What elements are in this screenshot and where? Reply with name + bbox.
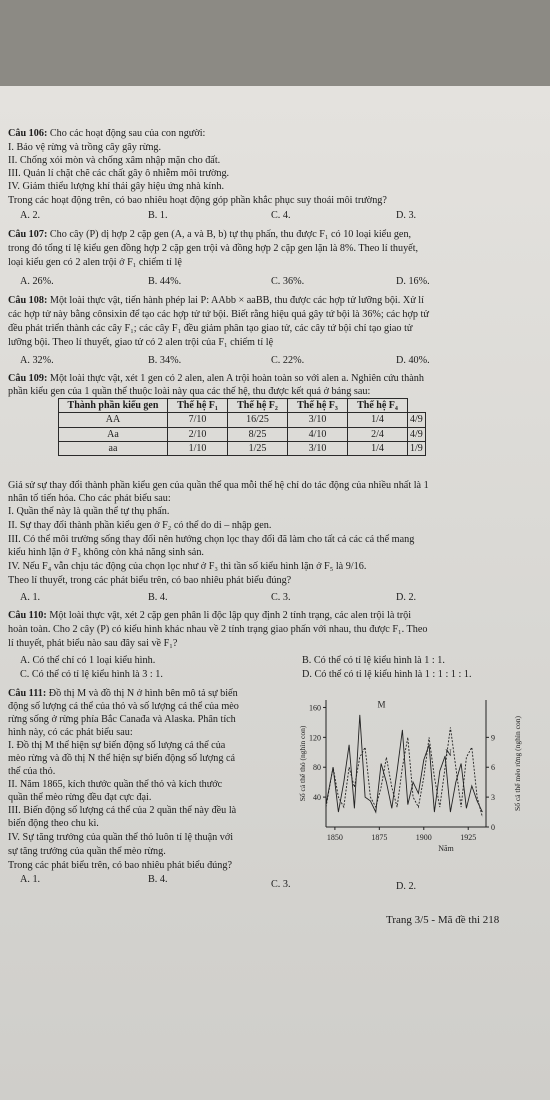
q106-question: Trong các hoạt động trên, có bao nhiêu hoạt động góp phần khắc phục suy thoái môi trường? — [8, 195, 387, 206]
genotype-table-header-row — [59, 399, 426, 413]
y-left-tick-label: 40 — [313, 793, 321, 803]
x-tick-label: 1925 — [460, 833, 477, 842]
y-right-axis-label: Số cá thể mèo rừng (nghìn con) — [513, 716, 522, 811]
table-cell: 4/10 — [288, 427, 348, 441]
q109-option-a[interactable]: A. 1. — [20, 592, 41, 603]
q108-option-c[interactable]: C. 22%. — [271, 355, 305, 366]
x-tick-label: 1900 — [415, 833, 432, 842]
q106-prompt — [8, 127, 205, 140]
table-cell: 1/25 — [228, 441, 288, 455]
q111-option-b[interactable]: B. 4. — [148, 874, 168, 885]
genotype-table-header: Thế hệ F₄ — [348, 399, 408, 413]
q110-title: Câu 110: — [8, 610, 47, 621]
population-chart — [296, 692, 526, 862]
q110-line-2: hoàn toàn. Cho 2 cây (P) có kiểu hình khác nhau về 2 tính trạng giao phấn với nhau, thu được F₁. Theo — [8, 624, 428, 635]
q109-statement-1: I. Quần thể này là quần thể tự thụ phấn. — [8, 506, 170, 517]
x-axis-label: Năm — [438, 844, 454, 853]
table-cell: 1/4 — [348, 413, 408, 427]
q108-text-1: Một loài thực vật, tiến hành phép lai P: AAbb × aaBB, thu được các hợp tử lưỡng bội. Xử lí — [49, 295, 424, 306]
y-right-tick-label: 3 — [491, 793, 495, 803]
q106-item-3: III. Quản lí chặt chẽ các chất gây ô nhiễm môi trường. — [8, 168, 230, 179]
table-cell: 4/9 — [408, 427, 426, 441]
genotype-table-header: Thế hệ F₁ — [168, 399, 228, 413]
table-cell: 4/9 — [408, 413, 426, 427]
q107-text-1: Cho cây (P) dị hợp 2 cặp gen (A, a và B, b) tự thụ phấn, thu được F₁ có 10 loại kiểu gen, — [49, 229, 412, 240]
q111-option-d[interactable]: D. 2. — [396, 881, 417, 892]
q107-title: Câu 107: — [8, 229, 48, 240]
q110-line-3: lí thuyết, phát biểu nào sau đây sai về F₁? — [8, 638, 178, 649]
q107-option-b[interactable]: B. 44%. — [148, 276, 182, 287]
table-cell: 1/4 — [348, 441, 408, 455]
q111-line-4: hình này, có các phát biểu sau: — [8, 727, 133, 738]
y-left-tick-label: 80 — [313, 763, 321, 773]
q111-option-c[interactable]: C. 3. — [271, 879, 291, 890]
q108-title: Câu 108: — [8, 295, 48, 306]
table-cell: AA — [59, 413, 168, 427]
q106-item-2: II. Chống xói mòn và chống xâm nhập mặn cho đất. — [8, 155, 221, 166]
table-row — [59, 427, 426, 441]
table-cell: aa — [59, 441, 168, 455]
q106-title: Câu 106: — [8, 128, 48, 139]
page-footer: Trang 3/5 - Mã đề thi 218 — [386, 914, 500, 926]
table-cell: 3/10 — [288, 413, 348, 427]
y-right-tick-label: 6 — [491, 763, 495, 773]
q109-question: Theo lí thuyết, trong các phát biểu trên, có bao nhiêu phát biểu đúng? — [8, 575, 292, 586]
table-cell: 16/25 — [228, 413, 288, 427]
q111-statement-3: III. Biến động số lượng cá thể của 2 quần thể này đều là — [8, 805, 237, 816]
q106-option-b[interactable]: B. 1. — [148, 210, 168, 221]
q107-line-1 — [8, 228, 411, 241]
y-left-tick-label: 120 — [309, 733, 321, 743]
q106-prompt-text: Cho các hoạt động sau của con người: — [49, 128, 206, 139]
q107-option-a[interactable]: A. 26%. — [20, 276, 54, 287]
q109-option-b[interactable]: B. 4. — [148, 592, 168, 603]
q109-statement-2: II. Sự thay đổi thành phần kiểu gen ở F₂ có thể do di – nhập gen. — [8, 520, 272, 531]
q110-text-1: Một loài thực vật, xét 2 cặp gen phân li độc lập quy định 2 tính trạng, các alen trội là trội — [49, 610, 412, 621]
q111-text-1: Đồ thị M và đồ thị N ở hình bên mô tả sự biến — [48, 688, 238, 699]
q106-option-d[interactable]: D. 3. — [396, 210, 417, 221]
q109-after-2: nhân tố tiến hóa. Cho các phát biểu sau: — [8, 493, 171, 504]
q111-question: Trong các phát biểu trên, có bao nhiêu phát biểu đúng? — [8, 860, 232, 871]
table-cell: Aa — [59, 427, 168, 441]
series-n-label: N — [445, 748, 452, 759]
q108-option-a[interactable]: A. 32%. — [20, 355, 54, 366]
q109-line-1 — [8, 372, 424, 385]
x-tick-label: 1875 — [371, 833, 388, 842]
q111-line-2: động số lượng cá thể của thỏ và số lượng cá thể của mèo — [8, 701, 239, 712]
q109-statement-3: III. Có thể môi trường sống thay đổi nên hướng chọn lọc thay đổi đã làm cho tất cả các cá thể mang — [8, 534, 415, 545]
q110-option-b[interactable]: B. Có thể có tỉ lệ kiểu hình là 1 : 1. — [302, 655, 445, 666]
q109-title: Câu 109: — [8, 373, 48, 384]
q111-line-1 — [8, 687, 238, 700]
q111-statement-1b: mèo rừng và đồ thị N thể hiện sự biến động số lượng cá — [8, 753, 236, 764]
table-cell: 3/10 — [288, 441, 348, 455]
q111-title: Câu 111: — [8, 688, 47, 699]
q111-statement-1: I. Đồ thị M thể hiện sự biến động số lượng cá thể của — [8, 740, 226, 751]
x-tick-label: 1850 — [326, 833, 343, 842]
series-m-line — [326, 715, 482, 812]
q106-item-1: I. Bảo vệ rừng và trồng cây gây rừng. — [8, 142, 162, 153]
q109-option-c[interactable]: C. 3. — [271, 592, 291, 603]
q111-statement-4b: sự tăng trưởng của quần thể mèo rừng. — [8, 846, 166, 857]
q108-line-1 — [8, 294, 424, 307]
q106-option-c[interactable]: C. 4. — [271, 210, 291, 221]
q110-line-1 — [8, 609, 411, 622]
table-cell: 1/10 — [168, 441, 228, 455]
q107-option-c[interactable]: C. 36%. — [271, 276, 305, 287]
q107-line-3: loại kiểu gen có 2 alen trội ở F₁ chiếm tỉ lệ — [8, 257, 182, 268]
q110-option-a[interactable]: A. Có thể chỉ có 1 loại kiểu hình. — [20, 655, 156, 666]
table-row — [59, 413, 426, 427]
q109-statement-4: IV. Nếu F₄ vẫn chịu tác động của chọn lọc như ở F₃ thì tần số kiểu hình lặn ở F₅ là 9/16. — [8, 561, 367, 572]
q111-option-a[interactable]: A. 1. — [20, 874, 41, 885]
q108-line-4: lưỡng bội. Theo lí thuyết, giao tử có 2 alen trội của F₁ chiếm tỉ lệ — [8, 337, 274, 348]
y-right-tick-label: 9 — [491, 733, 495, 743]
q109-statement-3b: kiểu hình lặn ở F₃ không còn khả năng sinh sản. — [8, 547, 204, 558]
q109-line-2: phần kiểu gen của 1 quần thể thuộc loài này qua các thế hệ, thu được kết quả ở bảng sau: — [8, 386, 371, 397]
q106-option-a[interactable]: A. 2. — [20, 210, 41, 221]
q108-line-2: các hợp tử này bằng cônsixin để tạo các hợp tử tứ bội. Biết rằng hiệu quả gây tứ bội là 36%; các hợp tử — [8, 309, 429, 320]
q111-statement-4: IV. Sự tăng trưởng của quần thể thỏ luôn tỉ lệ thuận với — [8, 832, 234, 843]
q111-line-3: rừng sống ở rừng phía Bắc Canađa và Alaska. Phân tích — [8, 714, 236, 725]
q111-statement-2: II. Năm 1865, kích thước quần thể thỏ và kích thước — [8, 779, 223, 790]
q107-line-2: trong đó tổng tỉ lệ kiểu gen đồng hợp 2 cặp gen trội và đồng hợp 2 cặp gen lặn là 8%. Theo lí thuyết, — [8, 243, 419, 254]
q110-option-c[interactable]: C. Có thể có tỉ lệ kiểu hình là 3 : 1. — [20, 669, 163, 680]
genotype-table — [58, 398, 426, 456]
q110-option-d[interactable]: D. Có thể có tỉ lệ kiểu hình là 1 : 1 : 1 : 1. — [302, 669, 472, 680]
table-cell: 8/25 — [228, 427, 288, 441]
q106-item-4: IV. Giảm thiểu lượng khí thải gây hiệu ứng nhà kính. — [8, 181, 225, 192]
y-left-tick-label: 160 — [309, 703, 321, 713]
q111-statement-1c: thể của thỏ. — [8, 766, 56, 777]
table-cell: 1/9 — [408, 441, 426, 455]
genotype-table-header: Thành phần kiểu gen — [59, 399, 168, 413]
q109-text-1: Một loài thực vật, xét 1 gen có 2 alen, alen A trội hoàn toàn so với alen a. Nghiên cứu thành — [49, 373, 424, 384]
y-left-axis-label: Số cá thể thỏ (nghìn con) — [298, 725, 307, 802]
table-cell: 7/10 — [168, 413, 228, 427]
q108-option-b[interactable]: B. 34%. — [148, 355, 182, 366]
q109-option-d[interactable]: D. 2. — [396, 592, 417, 603]
q111-statement-3b: biến động theo chu kì. — [8, 818, 99, 829]
q108-option-d[interactable]: D. 40%. — [396, 355, 430, 366]
q107-option-d[interactable]: D. 16%. — [396, 276, 430, 287]
q111-statement-2b: quần thể mèo rừng đều đạt cực đại. — [8, 792, 152, 803]
q108-line-3: đều phát triển thành các cây F₁; các cây F₁ đều giảm phân tạo giao tử, các cây tứ bội chỉ tạo giao tử — [8, 323, 413, 334]
table-cell: 2/4 — [348, 427, 408, 441]
y-right-tick-label: 0 — [491, 823, 495, 832]
genotype-table-header: Thế hệ F₂ — [228, 399, 288, 413]
table-cell: 2/10 — [168, 427, 228, 441]
table-row — [59, 441, 426, 455]
genotype-table-header: Thế hệ F₃ — [288, 399, 348, 413]
series-m-label: M — [377, 699, 386, 710]
q109-after-1: Giả sử sự thay đổi thành phần kiểu gen của quần thể qua mỗi thế hệ chỉ do tác động của nhiều nhất là 1 — [8, 480, 429, 491]
